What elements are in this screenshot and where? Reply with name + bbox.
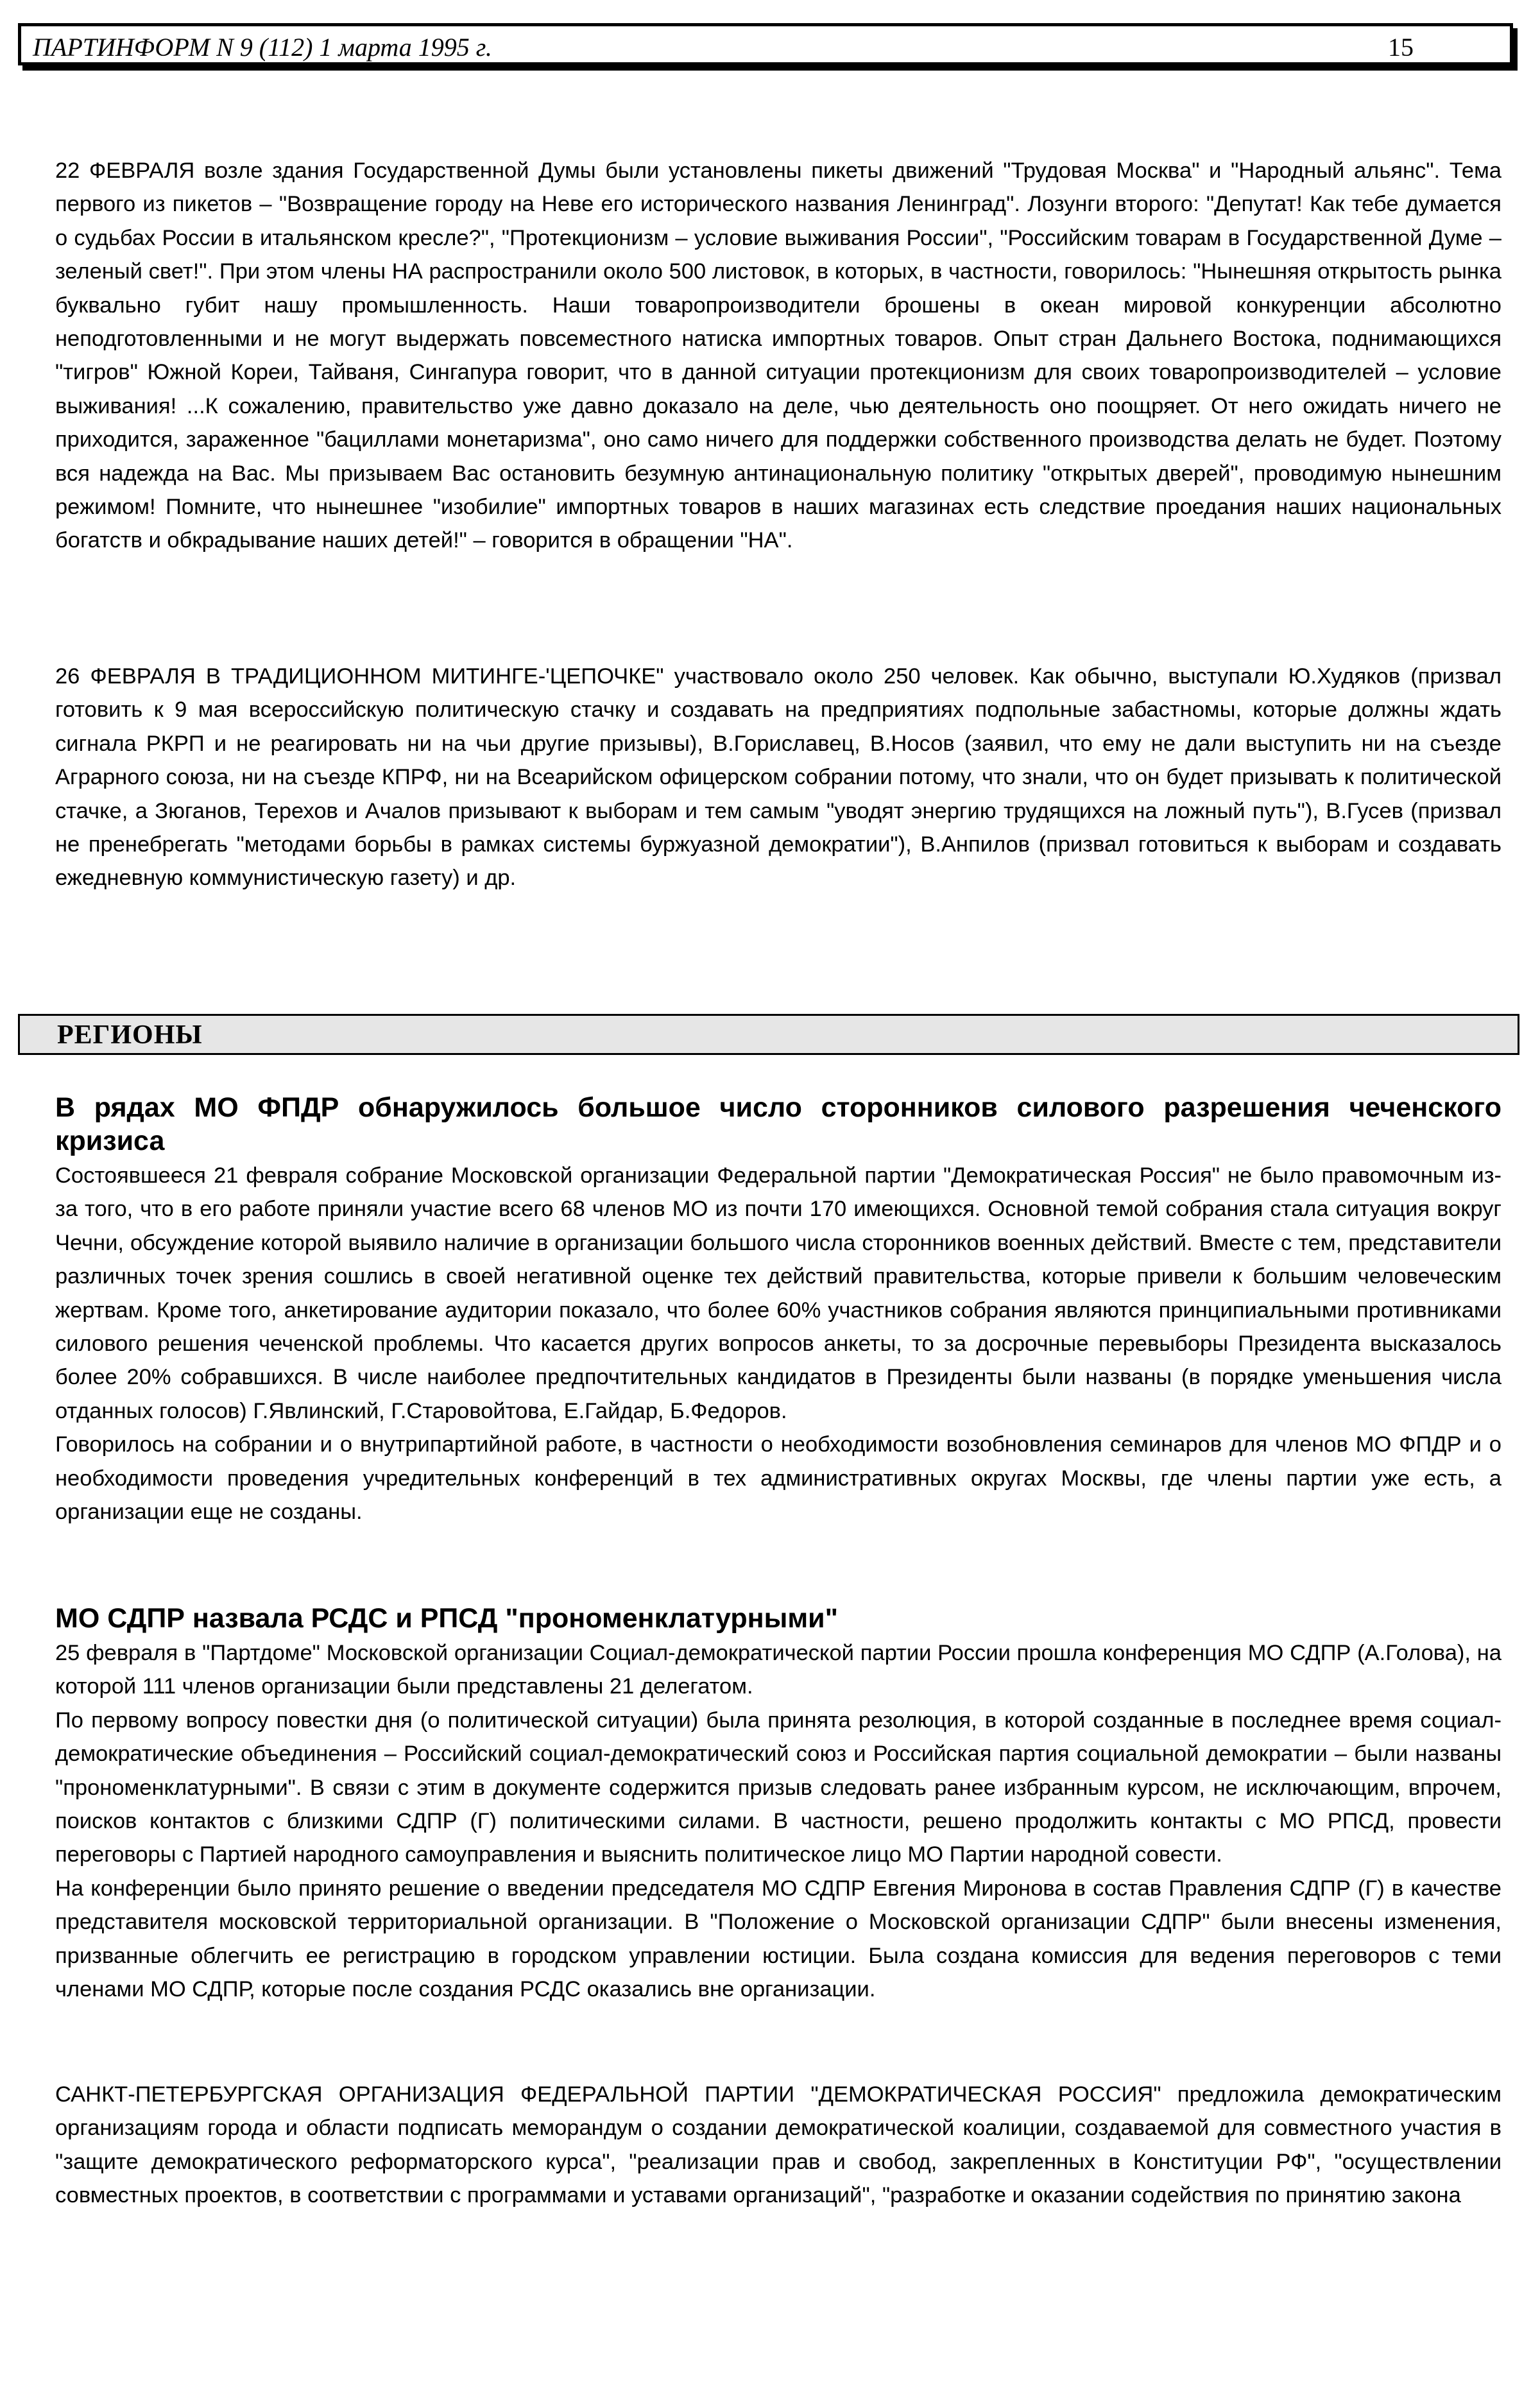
section-title: РЕГИОНЫ bbox=[57, 1020, 203, 1050]
article-paragraph: Говорилось на собрании и о внутрипартийной работе, в частности о необходимости возобновления семинаров для членов МО ФПДР и о необходимости проведения учредительных конференций в тех административных округах Москвы, где члены партии уже есть, а организации еще не созданы. bbox=[55, 1432, 1502, 1525]
article-paragraph: 25 февраля в "Партдоме" Московской организации Социал-демократической партии России прошла конференция МО СДПР (А.Голова), на которой 111 членов организации были представлены 21 делегатом. bbox=[55, 1641, 1502, 1699]
news-item-st-petersburg bbox=[55, 2078, 1502, 2213]
page-number: 15 bbox=[1388, 33, 1414, 62]
section-header-regions bbox=[18, 1014, 1519, 1055]
article-body bbox=[55, 1159, 1502, 1529]
article-headline: В рядах МО ФПДР обнаружилось большое число сторонников силового разрешения чеченского кризиса bbox=[55, 1092, 1502, 1156]
news-item-feb-26 bbox=[55, 660, 1502, 895]
news-item-feb-22 bbox=[55, 154, 1502, 558]
article-body bbox=[55, 1636, 1502, 2006]
article-paragraph: По первому вопросу повестки дня (о политической ситуации) была принята резолюция, в которой созданные в последнее время социал-демократические объединения – Российский социал-демократический союз и Российская партия социальной демократии – были названы "прономенклатурными". В связи с этим в документе содержится призыв следовать ранее избранным курсом, не исключающим, впрочем, поисков контактов с близкими СДПР (Г) политическими силами. В частности, решено продолжить контакты с МО РПСД, провести переговоры с Партией народного самоуправления и выяснить политическое лицо МО Партии народной совести. bbox=[55, 1708, 1502, 1867]
news-item-text: 22 ФЕВРАЛЯ возле здания Государственной Думы были установлены пикеты движений "Трудовая Москва" и "Народный альянс". Тема первого из пикетов – "Возвращение городу на Неве его исторического названия Ленинград". Лозунги второго: "Депутат! Как тебе думается о судьбах России в итальянском кресле?", "Протекционизм – условие выживания России", "Российским товарам в Государственной Думе – зеленый свет!". При этом члены НА распространили около 500 листовок, в которых, в частности, говорилось: "Нынешняя открытость рынка буквально губит нашу промышленность. Наши товаропроизводители брошены в океан мировой конкуренции абсолютно неподготовленными и не могут выдержать повсеместного натиска импортных товаров. Опыт стран Дальнего Востока, поднимающихся "тигров" Южной Кореи, Тайваня, Сингапура говорит, что в данной ситуации протекционизм для своих товаропроизводителей – условие выживания! ...К сожалению, правительство уже давно доказало на деле, чью деятельность оно поощряет. От него ожидать ничего не приходится, зараженное "бациллами монетаризма", оно само ничего для поддержки собственного производства делать не будет. Поэтому вся надежда на Вас. Мы призываем Вас остановить безумную антинациональную политику "открытых дверей", проводимую нынешним режимом! Помните, что нынешнее "изобилие" импортных товаров в наших магазинах есть следствие проедания наших национальных богатств и обкрадывание наших детей!" – говорится в обращении "НА". bbox=[55, 159, 1502, 553]
page-header bbox=[18, 23, 1513, 65]
article-paragraph: На конференции было принято решение о введении председателя МО СДПР Евгения Миронова в состав Правления СДПР (Г) в качестве представителя московской территориальной организации. В "Положение о Московской организации СДПР" были внесены изменения, призванные облегчить ее регистрацию в городском управлении юстиции. Была создана комиссия для ведения переговоров с теми членами МО СДПР, которые после создания РСДС оказались вне организации. bbox=[55, 1876, 1502, 2002]
article-paragraph: Состоявшееся 21 февраля собрание Московской организации Федеральной партии "Демократическая Россия" не было правомочным из-за того, что в его работе приняли участие всего 68 членов МО из почти 170 имеющихся. Основной темой собрания стала ситуация вокруг Чечни, обсуждение которой выявило наличие в организации большого числа сторонников военных действий. Вместе с тем, представители различных точек зрения сошлись в своей негативной оценке тех действий правительства, которые привели к большим человеческим жертвам. Кроме того, анкетирование аудитории показало, что более 60% участников собрания являются принципиальными противниками силового решения чеченской проблемы. Что касается других вопросов анкеты, то за досрочные перевыборы Президента высказалось более 20% собравшихся. В числе наиболее предпочтительных кандидатов в Президенты были названы (в порядке уменьшения числа отданных голосов) Г.Явлинский, Г.Старовойтова, Е.Гайдар, Б.Федоров. bbox=[55, 1163, 1502, 1423]
publication-title: ПАРТИНФОРМ N 9 (112) 1 марта 1995 г. bbox=[33, 33, 492, 62]
news-item-text: 26 ФЕВРАЛЯ В ТРАДИЦИОННОМ МИТИНГЕ-'ЦЕПОЧКЕ" участвовало около 250 человек. Как обычно, выступали Ю.Худяков (призвал готовить к 9 мая всероссийскую политическую стачку и создавать на предприятиях подпольные забастномы, которые должны ждать сигнала РКРП и не реагировать ни на чьи другие призывы), В.Гориславец, В.Носов (заявил, что ему не дали выступить ни на съезде Аграрного союза, ни на съезде КПРФ, ни на Всеарийском офицерском собрании потому, что знали, что он будет призывать к политической стачке, а Зюганов, Терехов и Ачалов призывают к выборам и тем самым "уводят энергию трудящихся на ложный путь"), В.Гусев (призвал не пренебрегать "методами борьбы в рамках системы буржуазной демократии"), В.Анпилов (призвал готовиться к выборам и создавать ежедневную коммунистическую газету) и др. bbox=[55, 664, 1502, 891]
article-headline: МО СДПР назвала РСДС и РПСД "прономенклатурными" bbox=[55, 1603, 838, 1634]
news-item-text: САНКТ-ПЕТЕРБУРГСКАЯ ОРГАНИЗАЦИЯ ФЕДЕРАЛЬНОЙ ПАРТИИ "ДЕМОКРАТИЧЕСКАЯ РОССИЯ" предложила демократическим организациям города и области подписать меморандум о создании демократической коалиции, создаваемой для совместного участия в "защите демократического реформаторского курса", "реализации прав и свобод, закрепленных в Конституции РФ", "осуществлении совместных проектов, в соответствии с программами и уставами организаций", "разработке и оказании содействия по принятию закона bbox=[55, 2082, 1502, 2208]
